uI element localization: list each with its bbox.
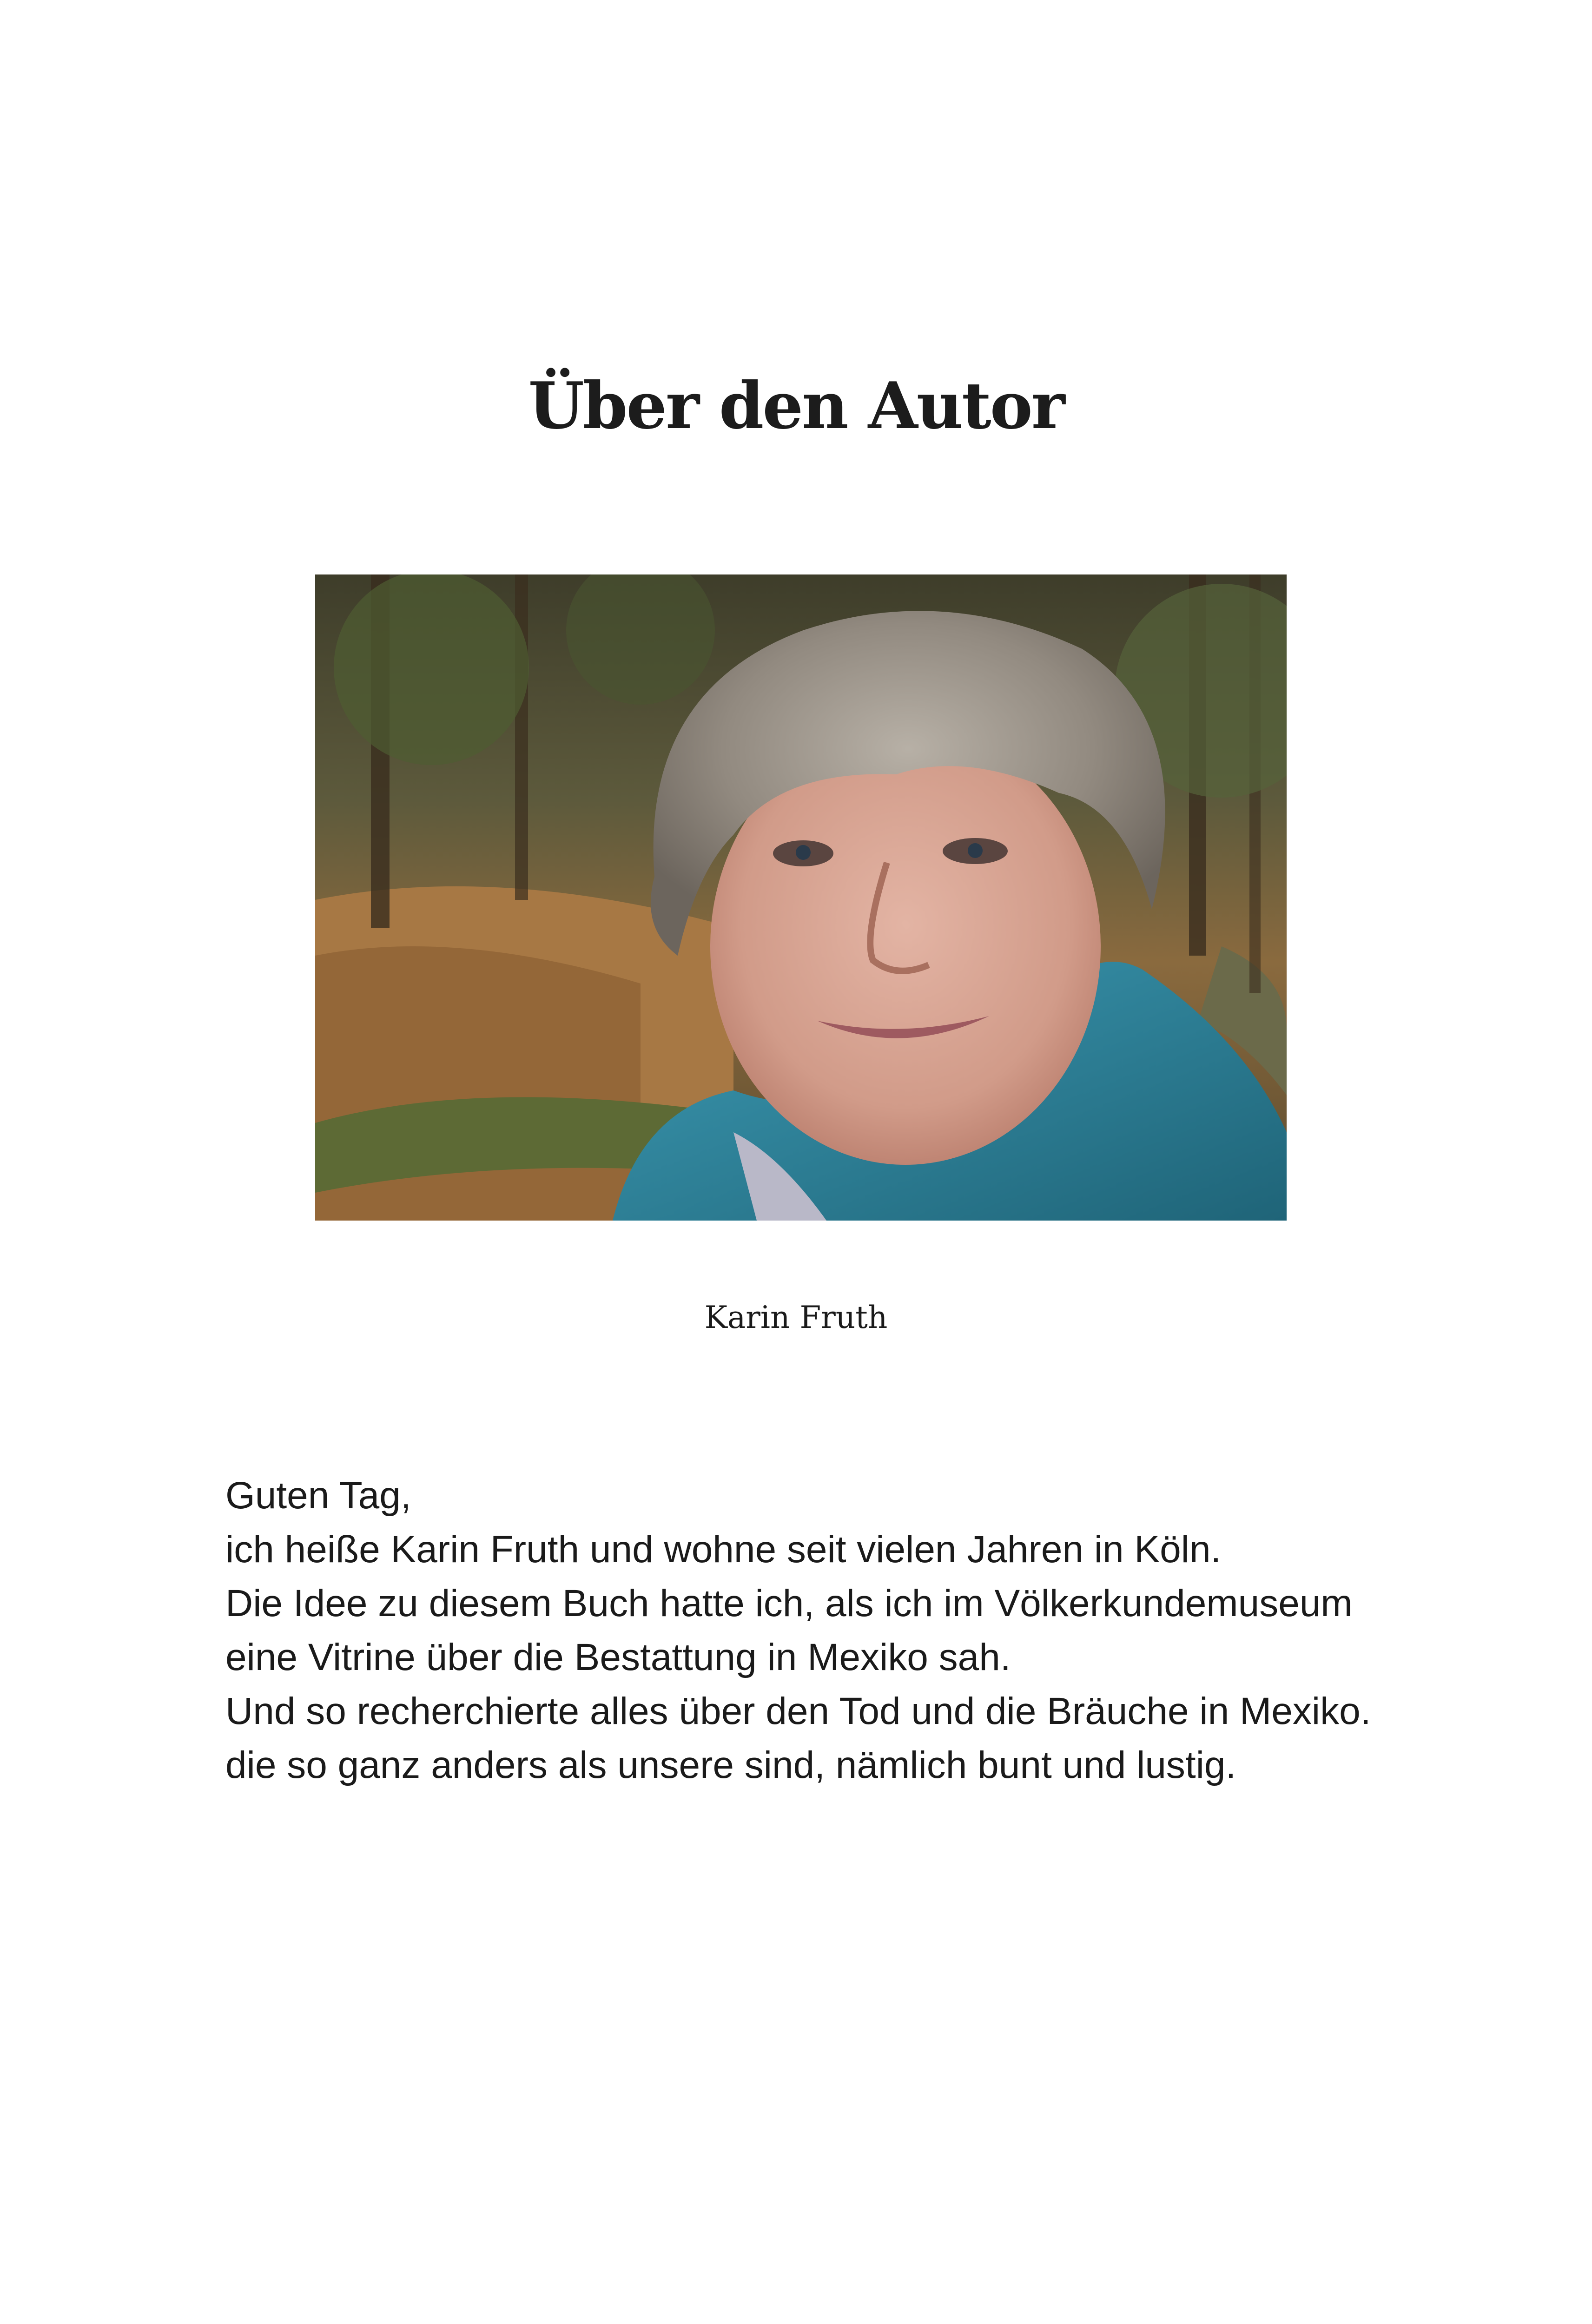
bio-line-greeting: Guten Tag,: [225, 1474, 411, 1517]
author-portrait-icon: [315, 574, 1287, 1221]
bio-line: ich heiße Karin Fruth und wohne seit vielen Jahren in Köln.: [225, 1528, 1222, 1571]
page-title: Über den Autor: [528, 368, 1064, 443]
bio-line: die so ganz anders als unsere sind, nämlich bunt und lustig.: [225, 1744, 1236, 1786]
bio-line: Und so recherchierte alles über den Tod und die Bräuche in Mexiko.: [225, 1690, 1371, 1732]
photo-caption: Karin Fruth: [704, 1300, 888, 1335]
bio-line: eine Vitrine über die Bestattung in Mexiko sah.: [225, 1636, 1011, 1678]
bio-line: Die Idee zu diesem Buch hatte ich, als ich im Völkerkundemuseum: [225, 1582, 1353, 1624]
author-photo: [315, 574, 1287, 1221]
author-bio: [225, 1469, 1378, 1792]
